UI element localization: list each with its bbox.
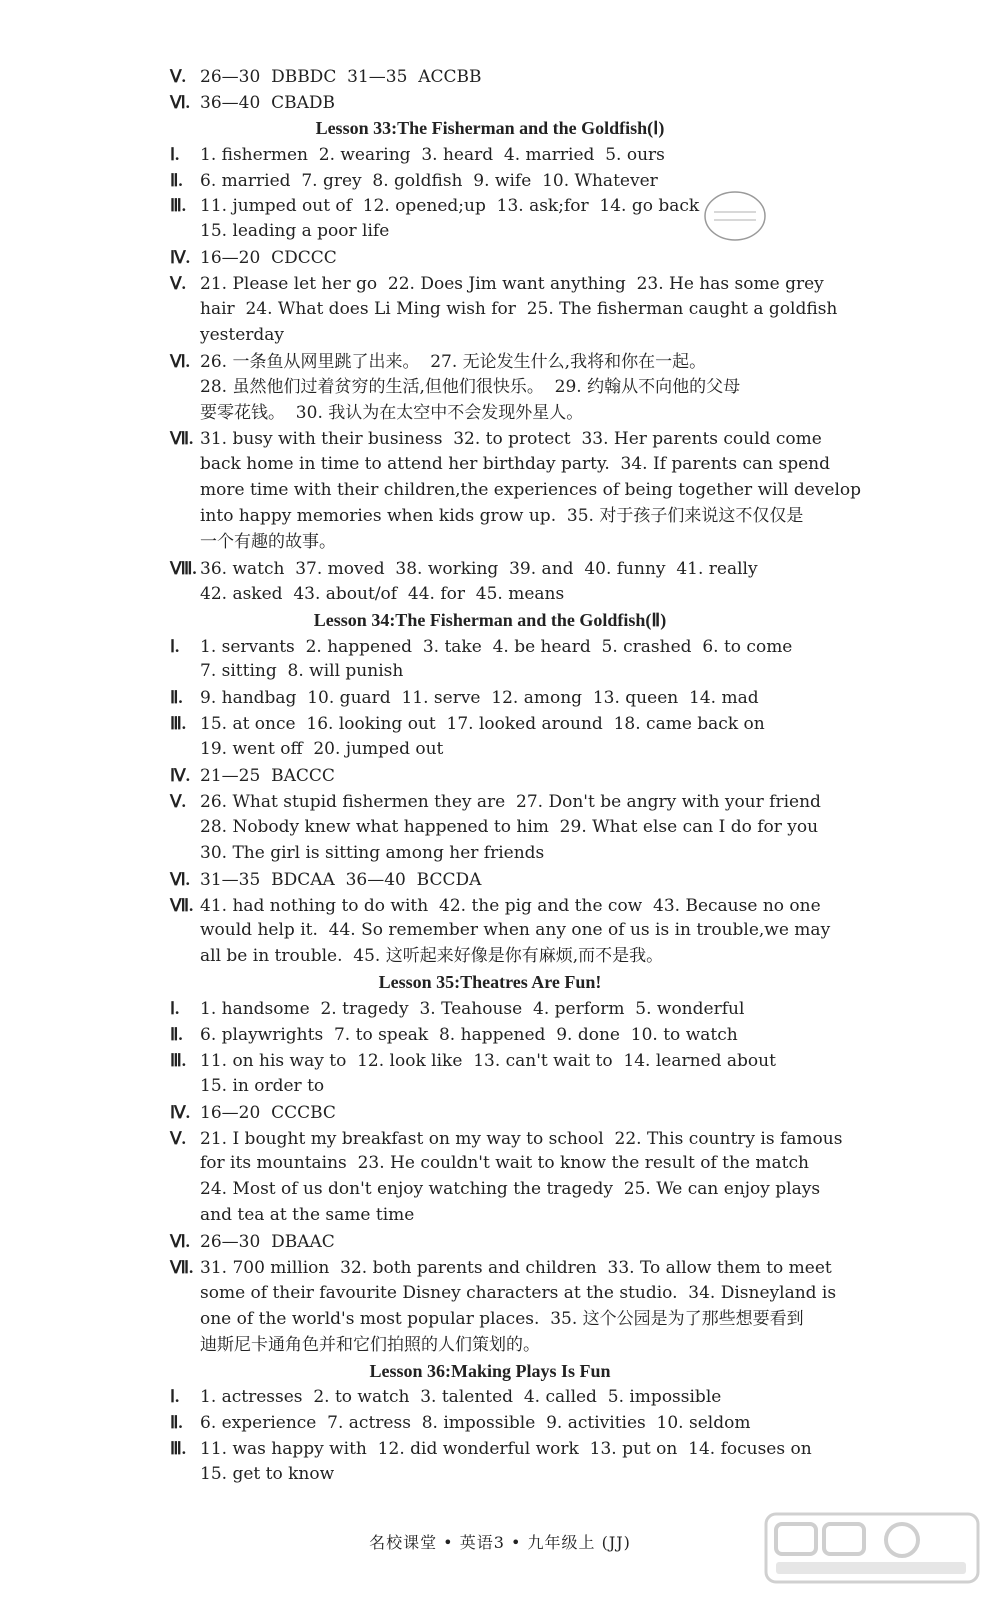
answer-line [170, 763, 810, 789]
answer-line [170, 1126, 843, 1152]
answer-content [170, 64, 862, 1488]
section-numeral: Ⅲ. [170, 1050, 186, 1070]
answer-text: 36. watch 37. moved 38. working 39. and 40. funny 41. really [200, 558, 758, 579]
answer-line [170, 841, 810, 867]
answer-line [170, 401, 810, 427]
answer-text: 21—25 BACCC [200, 766, 335, 787]
section-numeral: Ⅶ. [170, 1257, 194, 1277]
answer-text: 15. at once 16. looking out 17. looked around 18. came back on [200, 714, 765, 735]
answer-text: 迪斯尼卡通角色并和它们拍照的人们策划的。 [200, 1334, 540, 1355]
answer-text: back home in time to attend her birthday party. 34. If parents can spend [200, 454, 831, 475]
answer-text: 15. leading a poor life [200, 221, 390, 242]
section-numeral: Ⅰ. [170, 1387, 180, 1407]
answer-text: more time with their children,the experiences of being together will develop [200, 480, 862, 501]
section-numeral: Ⅲ. [170, 196, 186, 216]
answer-line [170, 323, 810, 349]
answer-text: 36—40 CBADB [200, 92, 335, 113]
section-numeral: Ⅵ. [170, 869, 190, 889]
answer-text: 11. was happy with 12. did wonderful work 13. put on 14. focuses on [200, 1439, 812, 1460]
section-numeral: Ⅳ. [170, 248, 190, 268]
answer-text: 9. handbag 10. guard 11. serve 12. among 13. queen 14. mad [200, 688, 759, 709]
answer-line [170, 1203, 810, 1229]
section-numeral: Ⅵ. [170, 351, 190, 371]
answer-line [170, 944, 810, 970]
lesson-title: Lesson 33:The Fisherman and the Goldfish(Ⅰ) [315, 117, 665, 138]
section-numeral: Ⅱ. [170, 1413, 183, 1433]
answer-line [170, 452, 831, 478]
answer-line [170, 64, 810, 90]
answer-line [170, 1177, 821, 1203]
answer-text: hair 24. What does Li Ming wish for 25. The fisherman caught a goldfish [200, 299, 838, 320]
answer-text: 28. 虽然他们过着贫穷的生活,但他们很快乐。 29. 约翰从不向他的父母 [200, 376, 741, 397]
section-numeral: Ⅶ. [170, 895, 194, 915]
answer-text: 11. on his way to 12. look like 13. can't wait to 14. learned about [200, 1050, 776, 1071]
section-numeral: Ⅳ. [170, 766, 190, 786]
answer-text: would help it. 44. So remember when any one of us is in trouble,we may [200, 920, 831, 941]
answer-text: 19. went off 20. jumped out [200, 739, 444, 760]
section-numeral: Ⅵ. [170, 1232, 190, 1252]
answer-line [170, 867, 810, 893]
lesson-title: Lesson 34:The Fisherman and the Goldfish(Ⅱ) [313, 609, 667, 630]
answer-line [170, 1333, 810, 1359]
answer-line [170, 1151, 810, 1177]
section-numeral: Ⅴ. [170, 67, 186, 86]
page-footer: 名校课堂 • 英语3 • 九年级上 (JJ) [369, 1533, 631, 1552]
section-numeral: Ⅰ. [170, 144, 180, 164]
lesson-title: Lesson 36:Making Plays Is Fun [369, 1360, 611, 1381]
answer-text: all be in trouble. 45. 这听起来好像是你有麻烦,而不是我。 [200, 946, 664, 967]
answer-text: 16—20 CCCBC [200, 1102, 336, 1123]
answer-line [170, 1384, 810, 1410]
answer-line [170, 1048, 810, 1074]
answer-line [170, 556, 810, 582]
answer-line [170, 1074, 810, 1100]
stamp-seal [700, 186, 770, 246]
section-numeral: Ⅴ. [170, 274, 186, 294]
answer-line [170, 634, 810, 660]
answer-text: into happy memories when kids grow up. 35. 对于孩子们来说这不仅仅是 [200, 506, 804, 527]
answer-text: 16—20 CDCCC [200, 248, 337, 269]
answer-line [170, 142, 810, 168]
answer-text: 一个有趣的故事。 [200, 532, 336, 553]
answer-text: 21. I bought my breakfast on my way to school 22. This country is famous [200, 1128, 843, 1149]
answer-text: 26—30 DBBDC 31—35 ACCBB [200, 67, 482, 87]
answer-line [170, 815, 819, 841]
answer-line [170, 685, 810, 711]
answer-text: 24. Most of us don't enjoy watching the tragedy 25. We can enjoy plays [200, 1179, 821, 1200]
answer-line [170, 90, 810, 116]
answer-line [170, 1255, 832, 1281]
answer-text: 7. sitting 8. will punish [200, 661, 404, 682]
section-numeral: Ⅲ. [170, 1439, 186, 1459]
section-numeral: Ⅷ. [170, 558, 197, 578]
answer-text: 1. actresses 2. to watch 3. talented 4. called 5. impossible [200, 1387, 722, 1408]
answer-line [170, 1100, 810, 1126]
answer-text: 要零花钱。 30. 我认为在太空中不会发现外星人。 [200, 402, 584, 423]
answer-text: some of their favourite Disney characters at the studio. 34. Disneyland is [200, 1282, 837, 1303]
answer-line [170, 1462, 810, 1488]
section-numeral: Ⅱ. [170, 170, 183, 190]
answer-text: 1. servants 2. happened 3. take 4. be heard 5. crashed 6. to come [200, 636, 793, 657]
answer-line [170, 1436, 810, 1462]
answer-line [170, 530, 810, 556]
answer-line [170, 1281, 837, 1307]
answer-line [170, 478, 862, 504]
lesson-title: Lesson 35:Theatres Are Fun! [378, 972, 602, 993]
section-numeral: Ⅵ. [170, 92, 190, 112]
answer-line [170, 375, 810, 401]
answer-text: 1. handsome 2. tragedy 3. Teahouse 4. perform 5. wonderful [200, 999, 745, 1020]
answer-text: for its mountains 23. He couldn't wait to know the result of the match [200, 1153, 809, 1174]
answer-line [170, 1229, 810, 1255]
answer-line [170, 996, 810, 1022]
answer-text: 31—35 BDCAA 36—40 BCCDA [200, 869, 482, 890]
answer-text: one of the world's most popular places. 35. 这个公园是为了那些想要看到 [200, 1308, 804, 1329]
answer-text: 26. 一条鱼从网里跳了出来。 27. 无论发生什么,我将和你在一起。 [200, 351, 707, 372]
section-numeral: Ⅱ. [170, 1024, 183, 1044]
section-numeral: Ⅶ. [170, 429, 194, 449]
answer-text: 11. jumped out of 12. opened;up 13. ask;for 14. go back [200, 196, 700, 217]
answer-line [170, 789, 821, 815]
answer-text: yesterday [200, 324, 285, 345]
answer-text: 28. Nobody knew what happened to him 29. What else can I do for you [200, 816, 819, 837]
answer-text: 42. asked 43. about/of 44. for 45. means [200, 583, 565, 604]
answer-line [170, 711, 810, 737]
section-numeral: Ⅴ. [170, 1128, 186, 1148]
answer-line [170, 582, 810, 608]
answer-line [170, 271, 824, 297]
answer-text: 31. 700 million 32. both parents and children 33. To allow them to meet [200, 1257, 832, 1278]
answer-text: 1. fishermen 2. wearing 3. heard 4. married 5. ours [200, 144, 665, 165]
answer-text: 30. The girl is sitting among her friends [200, 842, 545, 863]
answer-line [170, 659, 810, 685]
answer-text: 6. experience 7. actress 8. impossible 9. activities 10. seldom [200, 1413, 751, 1434]
answer-line [170, 297, 838, 323]
answer-text: and tea at the same time [200, 1205, 415, 1226]
answer-line [170, 918, 831, 944]
answer-text: 6. playwrights 7. to speak 8. happened 9. done 10. to watch [200, 1024, 738, 1045]
answer-line [170, 504, 810, 530]
answer-text: 26. What stupid fishermen they are 27. Don't be angry with your friend [200, 791, 821, 812]
answer-line [170, 737, 810, 763]
answer-text: 15. get to know [200, 1464, 335, 1485]
answer-text: 26—30 DBAAC [200, 1232, 335, 1253]
answer-text: 15. in order to [200, 1075, 325, 1096]
answer-line [170, 893, 821, 919]
answer-line [170, 349, 810, 375]
section-numeral: Ⅴ. [170, 791, 186, 811]
answer-text: 6. married 7. grey 8. goldfish 9. wife 10. Whatever [200, 170, 658, 191]
answer-line [170, 426, 822, 452]
answer-text: 31. busy with their business 32. to protect 33. Her parents could come [200, 429, 822, 450]
section-numeral: Ⅲ. [170, 714, 186, 734]
answer-line [170, 1410, 810, 1436]
section-numeral: Ⅳ. [170, 1102, 190, 1122]
answer-text: 41. had nothing to do with 42. the pig and the cow 43. Because no one [200, 895, 821, 916]
section-numeral: Ⅱ. [170, 688, 183, 708]
answer-text: 21. Please let her go 22. Does Jim want anything 23. He has some grey [200, 274, 824, 295]
answer-line [170, 1307, 810, 1333]
section-numeral: Ⅰ. [170, 636, 180, 656]
section-numeral: Ⅰ. [170, 999, 180, 1019]
answer-line [170, 245, 810, 271]
site-watermark-logo [762, 1508, 982, 1588]
answer-line [170, 1022, 810, 1048]
